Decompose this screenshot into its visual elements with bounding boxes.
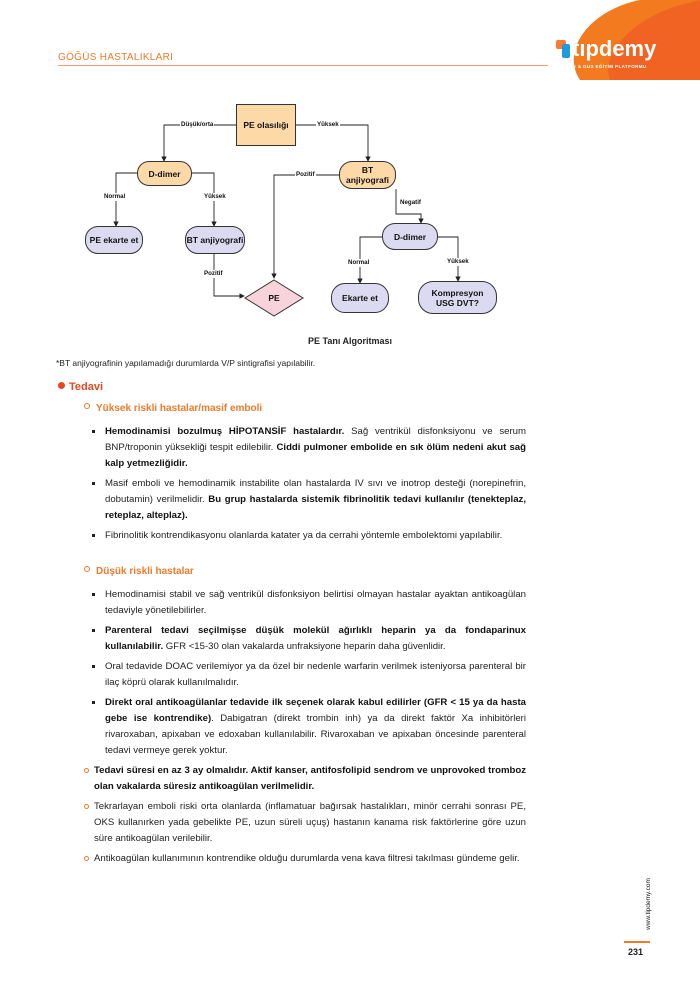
square-bullet-icon xyxy=(92,430,95,433)
square-bullet-icon xyxy=(92,665,95,668)
square-bullet-icon xyxy=(92,701,95,704)
header-section-title: GÖĞÜS HASTALIKLARI xyxy=(58,52,174,63)
edge-label-high-1: Yüksek xyxy=(317,121,339,128)
circle-bullet-icon xyxy=(84,403,90,409)
list-item: Hemodinamisi stabil ve sağ ventrikül disfonksiyon belirtisi olmayan hastalar ayaktan antikoagülan tedaviyle yönetilebilirler. xyxy=(92,587,526,619)
edge-label-normal-1: Normal xyxy=(104,193,126,200)
node-bt-angiography-1: BT anjiyografi xyxy=(339,161,396,189)
flowchart-note: *BT anjiyografinin yapılamadığı durumlarda V/P sintigrafisi yapılabilir. xyxy=(56,358,316,368)
edge-label-high-3: Yüksek xyxy=(447,258,469,265)
list-item: Parenteral tedavi seçilmişse düşük molekül ağırlıklı heparin ya da fondaparinux kullanılabilir. GFR <15-30 olan vakalarda unfraksiyone heparin daha güvenlidir. xyxy=(92,623,526,655)
high-risk-heading: Yüksek riskli hastalar/masif emboli xyxy=(84,403,262,414)
list-item: Fibrinolitik kontrendikasyonu olanlarda katater ya da cerrahi yöntemle embolektomi yapılabilir. xyxy=(92,528,526,544)
list-item: Masif emboli ve hemodinamik instabilite olan hastalarda IV sıvı ve inotrop desteği (norepinefrin, dobutamin) verilmelidir. Bu grup hastalarda sistemik fibrinolitik tedavi kullanılır (tenekteplaz, reteplaz, alteplaz). xyxy=(92,476,526,524)
edge-label-positive-1: Pozitif xyxy=(204,270,223,277)
node-d-dimer-2: D-dimer xyxy=(382,223,438,250)
svg-text:www.tipdemy.com: www.tipdemy.com xyxy=(645,878,652,930)
square-bullet-icon xyxy=(92,534,95,537)
list-item: Tekrarlayan emboli riski orta olanlarda (inflamatuar bağırsak hastalıkları, minör cerrahi sonrası PE, OKS kullanırken yada gebelikte PE, uzun süreli uçuş) hastanın kanama risk faktörlerine göre uzun süre antikoagülan verilebilir. xyxy=(84,799,526,847)
page-number-divider xyxy=(624,941,650,943)
treatment-heading: Tedavi xyxy=(58,381,103,393)
square-bullet-icon xyxy=(92,482,95,485)
node-compression-usg: Kompresyon USG DVT? xyxy=(418,281,497,314)
node-bt-angiography-2: BT anjiyografi xyxy=(185,226,245,254)
circle-bullet-icon xyxy=(84,768,89,773)
square-bullet-icon xyxy=(92,629,95,632)
circle-bullet-icon xyxy=(84,804,89,809)
node-pe-ekarte: PE ekarte et xyxy=(85,226,143,254)
low-risk-heading: Düşük riskli hastalar xyxy=(84,566,194,577)
list-item: Direkt oral antikoagülanlar tedavide ilk seçenek olarak kabul edilirler (GFR < 15 ya da hasta gebe ise kontrendike). Dabigatran (direkt trombin inh) ya da direkt faktör Xa inhibitörleri rivaroxaban, apixaban ve edoxaban kullanılabilir. Rivaroxaban ve apixaban öncesinde parenteral tedavi vermeye gerek yoktur. xyxy=(92,695,526,759)
node-pe-probability: PE olasılığı xyxy=(236,104,296,146)
list-item: Hemodinamisi bozulmuş HİPOTANSİF hastalardır. Sağ ventrikül disfonksiyonu ve serum BNP/troponin yüksekliği tespit edilebilir. Ciddi pulmoner embolide en sık ölüm nedeni akut sağ kalp yetmezliğidir. xyxy=(92,424,526,472)
logo-subtitle: TUS & DUS EĞİTİM PLATFORMU xyxy=(566,64,647,69)
bullet-dot-icon xyxy=(58,382,65,389)
circle-bullet-icon xyxy=(84,566,90,572)
flowchart-caption: PE Tanı Algoritması xyxy=(307,336,392,346)
list-item: Antikoagülan kullanımının kontrendike olduğu durumlarda vena kava filtresi takılması gündeme gelir. xyxy=(84,851,526,867)
list-item: Oral tedavide DOAC verilemiyor ya da özel bir nedenle warfarin verilmek isteniyorsa parenteral bir ilaç köprü olarak kullanılmalıdır. xyxy=(92,659,526,691)
logo-text: tıpdemy xyxy=(572,36,657,61)
edge-label-negative: Negatif xyxy=(400,199,421,206)
page-number: 231 xyxy=(628,947,644,957)
edge-label-positive-2: Pozitif xyxy=(296,171,315,178)
node-d-dimer-1: D-dimer xyxy=(137,161,192,186)
square-bullet-icon xyxy=(92,593,95,596)
edge-label-normal-2: Normal xyxy=(348,259,370,266)
edge-label-low-mid: Düşük/orta xyxy=(181,121,214,128)
list-item: Tedavi süresi en az 3 ay olmalıdır. Aktif kanser, antifosfolipid sendrom ve unprovoked tromboz olan vakalarda süresiz antikoagülan verilmelidir. xyxy=(84,763,526,795)
circle-bullet-icon xyxy=(84,856,89,861)
edge-label-high-2: Yüksek xyxy=(204,193,226,200)
node-ekarte: Ekarte et xyxy=(331,283,389,313)
node-pe-label: PE xyxy=(268,293,280,303)
footer-url xyxy=(640,870,654,930)
